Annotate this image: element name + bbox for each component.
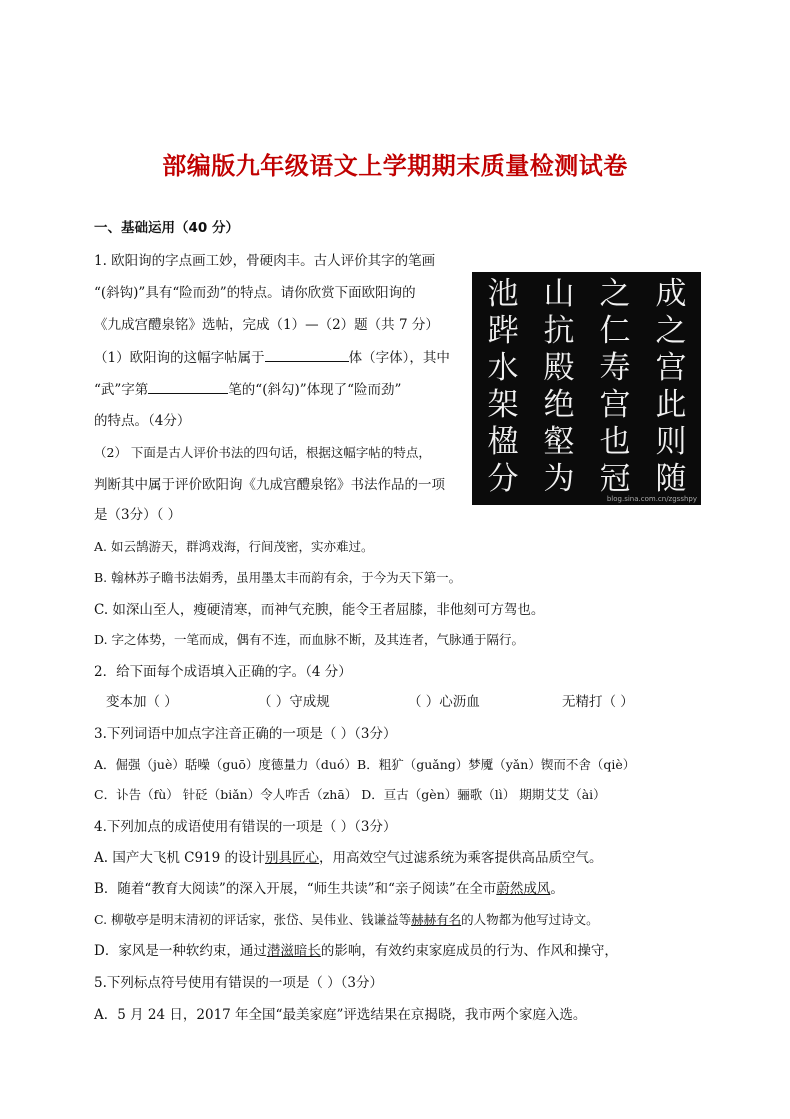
calligraphy-column <box>478 276 528 498</box>
q1-sub2-line2: 判断其中属于评价欧阳询《九成宫醴泉铭》书法作品的一项 <box>94 477 445 493</box>
q1-option-a: A. 如云鹄游天，群鸿戏海，行间茂密，实亦难过。 <box>94 539 374 554</box>
q2-idiom-2: （ ）守成规 <box>258 694 330 710</box>
calligraphy-char: 分 <box>487 461 519 497</box>
calligraphy-column <box>590 276 640 498</box>
q1-sub2-line1: （2） 下面是古人评价书法的四句话，根据这幅字帖的特点， <box>94 445 431 460</box>
answer-blank-stroke[interactable] <box>148 379 228 394</box>
section-heading: 一、基础运用（40 分） <box>94 220 239 236</box>
calligraphy-char: 宫 <box>599 387 631 423</box>
image-watermark: blog.sina.com.cn/zgsshpy <box>606 495 697 503</box>
q5-option-a: A．5 月 24 日，2017 年全国“最美家庭”评选结果在京揭晓，我市两个家庭入选。 <box>94 1007 587 1023</box>
q1-sub1-line3: 的特点。（4分） <box>94 413 191 429</box>
calligraphy-char: 成 <box>655 276 687 312</box>
calligraphy-char: 绝 <box>543 387 575 423</box>
q4-option-a-pre: A. 国产大飞机 C919 的设计 <box>94 850 266 866</box>
q4-option-d <box>94 941 618 961</box>
calligraphy-char: 壑 <box>543 424 575 460</box>
q3-stem: 3.下列词语中加点字注音正确的一项是（ ）（3分） <box>94 726 397 742</box>
calligraphy-column <box>534 276 584 498</box>
q1-line1: 1. 欧阳询的字点画工妙，骨硬肉丰。古人评价其字的笔画 <box>94 253 436 269</box>
calligraphy-char: 抗 <box>543 313 575 349</box>
q1-line2: “(斜钩)”具有“险而劲”的特点。请你欣赏下面欧阳询的 <box>94 285 416 301</box>
calligraphy-char: 殿 <box>543 350 575 386</box>
calligraphy-char: 寿 <box>599 350 631 386</box>
calligraphy-column <box>646 276 696 498</box>
q4-option-a <box>94 848 603 868</box>
calligraphy-image <box>472 272 701 505</box>
calligraphy-char: 池 <box>487 276 519 312</box>
q3-options-ab: A．倔强（juè）聒噪（guō）度德量力（duó）B．粗犷（guǎng）梦魇（yǎn）锲而不舍（qiè） <box>94 757 636 772</box>
q1-sub1-text-c: “武”字第 <box>94 382 149 398</box>
calligraphy-char: 楹 <box>487 424 519 460</box>
answer-blank-font-style[interactable] <box>265 347 349 362</box>
q4-option-a-idiom: 别具匠心 <box>265 850 320 866</box>
q5-stem: 5.下列标点符号使用有错误的一项是（ ）（3分） <box>94 975 384 991</box>
q4-option-b <box>94 879 564 899</box>
calligraphy-char: 则 <box>655 424 687 460</box>
q1-sub1-text-d: 笔的“(斜勾)”体现了“险而劲” <box>228 382 402 398</box>
q4-option-d-pre: D．家风是一种软约束，通过 <box>94 943 267 959</box>
calligraphy-char: 冠 <box>599 461 631 497</box>
calligraphy-char: 仁 <box>599 313 631 349</box>
calligraphy-char: 为 <box>543 461 575 497</box>
q2-idiom-3: （ ）心沥血 <box>408 694 480 710</box>
q1-option-d: D. 字之体势，一笔而成，偶有不连，而血脉不断，及其连者，气脉通于隔行。 <box>94 632 525 647</box>
q2-idiom-1: 变本加（ ） <box>106 694 178 710</box>
q4-option-c <box>94 910 599 930</box>
calligraphy-char: 之 <box>599 276 631 312</box>
q1-line3: 《九成宫醴泉铭》选帖，完成（1）—（2）题（共 7 分） <box>94 317 439 333</box>
calligraphy-char: 宫 <box>655 350 687 386</box>
q4-option-c-idiom: 赫赫有名 <box>411 912 462 927</box>
calligraphy-char: 架 <box>487 387 519 423</box>
q3-options-cd: C．讣告（fù） 针砭（biǎn）令人咋舌（zhā） D．亘古（gèn）骊歌（lì） 期期艾艾（ài） <box>94 787 606 802</box>
q1-sub1-line1 <box>94 347 450 368</box>
q1-sub1-line2 <box>94 379 401 400</box>
q2-idiom-4: 无精打（ ） <box>562 694 634 710</box>
q1-sub2-line3: 是（3分）（ ） <box>94 507 182 523</box>
q4-option-c-pre: C. 柳敬亭是明末清初的评话家，张岱、吴伟业、钱谦益等 <box>94 912 412 927</box>
q4-option-b-post: 。 <box>550 881 564 897</box>
calligraphy-char: 跸 <box>487 313 519 349</box>
q1-option-b: B. 翰林苏子瞻书法娟秀，虽用墨太丰而韵有余，于今为天下第一。 <box>94 570 462 585</box>
page-title: 部编版九年级语文上学期期末质量检测试卷 <box>162 152 628 180</box>
calligraphy-char: 水 <box>487 350 519 386</box>
calligraphy-char: 山 <box>543 276 575 312</box>
calligraphy-char: 也 <box>599 424 631 460</box>
calligraphy-char: 此 <box>655 387 687 423</box>
q4-option-b-pre: B．随着“教育大阅读”的深入开展，“师生共读”和“亲子阅读”在全市 <box>94 881 497 897</box>
q4-option-d-post: 的影响，有效约束家庭成员的行为、作风和操守， <box>320 943 618 959</box>
q4-option-b-idiom: 蔚然成风 <box>496 881 551 897</box>
q1-sub1-text-a: （1）欧阳询的这幅字帖属于 <box>94 350 265 366</box>
q1-sub1-text-b: 体（字体），其中 <box>348 350 450 366</box>
q4-stem: 4.下列加点的成语使用有错误的一项是（ ）（3分） <box>94 819 397 835</box>
q1-option-c: C. 如深山至人，瘦硬清寒，而神气充腴，能令王者屈膝，非他刻可方驾也。 <box>94 602 545 618</box>
q2-stem: 2．给下面每个成语填入正确的字。（4 分） <box>94 664 352 680</box>
calligraphy-char: 随 <box>655 461 687 497</box>
q4-option-a-post: ，用高效空气过滤系统为乘客提供高品质空气。 <box>319 850 603 866</box>
q4-option-c-post: 的人物都为他写过诗文。 <box>461 912 599 927</box>
q4-option-d-idiom: 潜滋暗长 <box>266 943 321 959</box>
calligraphy-char: 之 <box>655 313 687 349</box>
